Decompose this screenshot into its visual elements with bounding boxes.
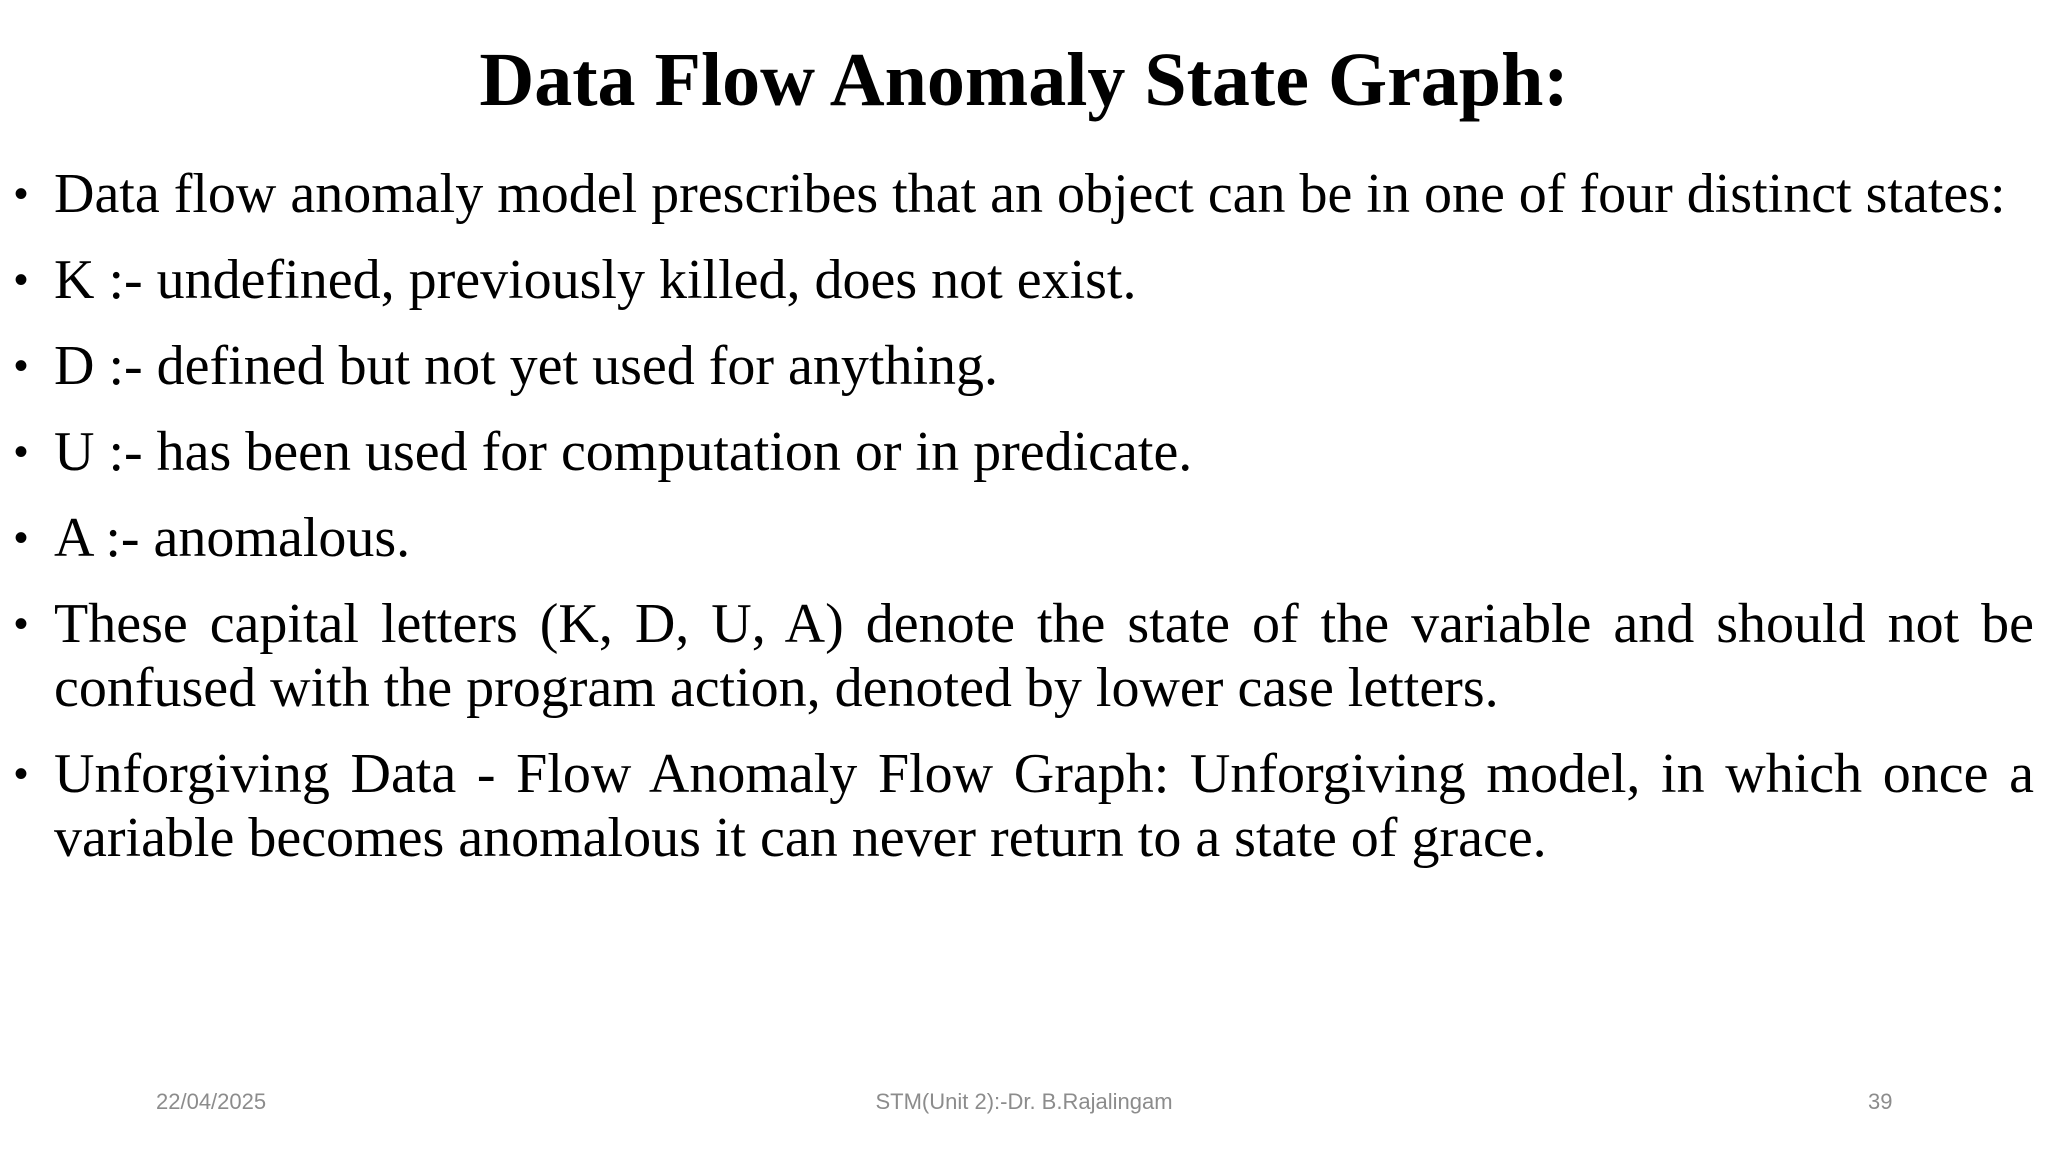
bullet-item <box>14 334 2034 398</box>
bullet-item <box>14 742 2034 870</box>
bullet-dot-icon: • <box>14 752 29 796</box>
slide-number: 39 <box>1868 1089 1893 1114</box>
bullet-text: These capital letters (K, D, U, A) denote the state of the variable and should not be confused with the program action, denoted by lower case letters. <box>54 593 2034 719</box>
bullet-text: Data flow anomaly model prescribes that an object can be in one of four distinct states: <box>54 163 2006 225</box>
bullet-item <box>14 162 2034 226</box>
bullet-text: K :- undefined, previously killed, does not exist. <box>54 249 1137 311</box>
bullet-item <box>14 248 2034 312</box>
bullet-list <box>14 162 2034 892</box>
bullet-dot-icon: • <box>14 602 29 646</box>
bullet-item <box>14 592 2034 720</box>
bullet-dot-icon: • <box>14 516 29 560</box>
bullet-text: A :- anomalous. <box>54 507 411 569</box>
bullet-text: U :- has been used for computation or in predicate. <box>54 421 1193 483</box>
bullet-dot-icon: • <box>14 258 29 302</box>
bullet-text: D :- defined but not yet used for anything. <box>54 335 999 397</box>
bullet-dot-icon: • <box>14 172 29 216</box>
footer-author: STM(Unit 2):-Dr. B.Rajalingam <box>875 1089 1173 1114</box>
bullet-dot-icon: • <box>14 430 29 474</box>
slide-title: Data Flow Anomaly State Graph: <box>479 38 1569 122</box>
bullet-text: Unforgiving Data - Flow Anomaly Flow Graph: Unforgiving model, in which once a variable becomes anomalous it can never return to a state of grace. <box>54 743 2034 869</box>
footer-date: 22/04/2025 <box>156 1089 267 1114</box>
bullet-item <box>14 506 2034 570</box>
bullet-item <box>14 420 2034 484</box>
bullet-dot-icon: • <box>14 344 29 388</box>
